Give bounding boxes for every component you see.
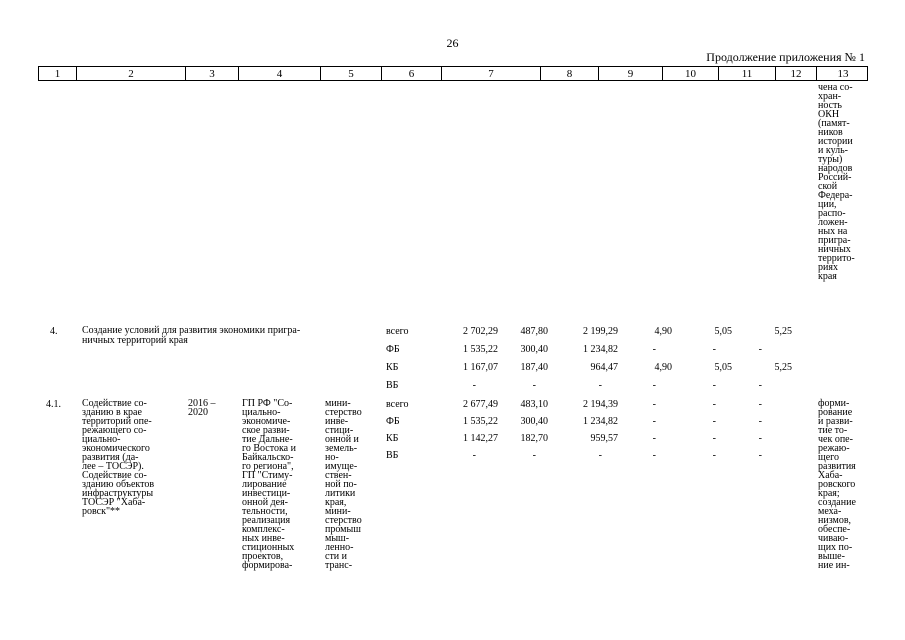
cell: 2 194,39 [583, 399, 618, 410]
row-4-col12 [754, 326, 792, 398]
row-4-1-programs: ГП РФ "Со- циально- экономиче- ское разви- тие Дальне- го Востока и Байкальско- го региона", ГП "Стиму- лирование инвестици- онной дея- тельности, реализация комплекс- ных инве- стиционных проектов, формирова- [242, 398, 296, 571]
cell: 5,05 [714, 362, 732, 373]
column-header-1: 1 [54, 68, 61, 80]
row-4-1-period: 2016 – 2020 [188, 398, 216, 418]
column-header-9: 9 [598, 67, 662, 81]
cell: - [472, 450, 476, 461]
cell: - [758, 399, 762, 410]
cell: - [758, 380, 762, 391]
row-4-source-labels [386, 326, 416, 398]
cell: 300,40 [520, 344, 548, 355]
source-label: ВБ [386, 450, 399, 461]
row-4-1-col12 [754, 399, 762, 467]
source-label: всего [386, 326, 409, 337]
cell: 1 234,82 [583, 344, 618, 355]
row-4-1-col7 [440, 399, 498, 467]
cell: 964,47 [590, 362, 618, 373]
cell: 1 234,82 [583, 416, 618, 427]
cell: 2 199,29 [583, 326, 618, 337]
cell: 4,90 [654, 362, 672, 373]
source-label: всего [386, 399, 409, 410]
cell: - [758, 450, 762, 461]
row-4-1-col10 [632, 399, 656, 467]
cell: - [712, 450, 716, 461]
cell: - [598, 450, 602, 461]
cell: 300,40 [520, 416, 548, 427]
row-4-col7 [440, 326, 498, 398]
cell: - [598, 380, 602, 391]
row-4-1-title: Содействие со- зданию в крае территорий опе- режающего со- циально- экономического развития (да- лее – ТОСЭР). Содействие со- зданию объектов инфраструктуры ТОСЭР "Хаба- ровск"** [82, 398, 155, 517]
cell: 487,80 [520, 326, 548, 337]
column-header-5: 5 [320, 67, 381, 81]
cell: - [712, 344, 716, 355]
cell: 4,90 [654, 326, 672, 337]
appendix-note: Продолжение приложения № 1 [706, 50, 865, 64]
cell: - [472, 380, 476, 391]
source-label: КБ [386, 433, 399, 444]
row-4-col10 [632, 326, 672, 398]
row-4-1-source-labels [386, 399, 416, 467]
row-4-1-number: 4.1. [46, 399, 61, 410]
row-4-col8 [510, 326, 548, 398]
column-header-6: 6 [381, 67, 441, 81]
cell: 5,25 [774, 362, 792, 373]
row-4-title: Создание условий для развития экономики пригра- ничных территорий края [82, 325, 301, 346]
column-header-8: 8 [540, 67, 598, 81]
cell: - [758, 433, 762, 444]
column-header-11: 11 [718, 67, 775, 81]
row-4-1-result: форми- рование и разви- тие то- чек опе- режаю- щего развития Хаба- ровского края; создание меха- низмов, обеспе- чиваю- щих по- выше- ние ин- [818, 398, 856, 571]
source-label: ФБ [386, 416, 400, 427]
source-label: КБ [386, 362, 399, 373]
column-header-13: 13 [816, 67, 869, 81]
continued-result-text: чена со- хран- ность ОКН (памят- ников истории и куль- туры) народов Россий- ской Федера- ции, распо- ложен- ных на пригра- ничных террито- риях края [818, 82, 855, 282]
column-header-12: 12 [775, 67, 816, 81]
cell: 1 142,27 [463, 433, 498, 444]
cell: 483,10 [520, 399, 548, 410]
column-header-7: 7 [441, 67, 540, 81]
column-header-3: 3 [185, 67, 238, 81]
cell: - [712, 433, 716, 444]
source-label: ФБ [386, 344, 400, 355]
row-4-number: 4. [50, 326, 58, 337]
source-label: ВБ [386, 380, 399, 391]
cell: 959,57 [590, 433, 618, 444]
cell: 5,25 [774, 326, 792, 337]
table-header-row [38, 66, 868, 81]
row-4-col11 [690, 326, 732, 398]
cell: 1 535,22 [463, 344, 498, 355]
cell: - [532, 450, 536, 461]
cell: - [712, 380, 716, 391]
cell: - [532, 380, 536, 391]
column-header-4: 4 [238, 67, 320, 81]
cell: 187,40 [520, 362, 548, 373]
column-header-2: 2 [76, 67, 185, 81]
cell: - [652, 416, 656, 427]
cell: - [712, 416, 716, 427]
cell: - [652, 380, 656, 391]
row-4-1-col8 [510, 399, 548, 467]
cell: 1 535,22 [463, 416, 498, 427]
cell: - [652, 399, 656, 410]
cell: 1 167,07 [463, 362, 498, 373]
cell: - [712, 399, 716, 410]
cell: - [652, 344, 656, 355]
column-header-10: 10 [662, 67, 718, 81]
cell: - [652, 433, 656, 444]
page-number: 26 [446, 36, 459, 50]
cell: 5,05 [714, 326, 732, 337]
cell: 182,70 [520, 433, 548, 444]
row-4-col9 [568, 326, 618, 398]
row-4-1-col9 [568, 399, 618, 467]
row-4-1-col11 [690, 399, 716, 467]
cell: - [652, 450, 656, 461]
row-4-1-executors: мини- стерство инве- стици- онной и земель- но- имуще- ствен- ной по- литики края, мини- стерство промыш мыш- ленно- сти и транс- [325, 398, 362, 571]
cell: - [758, 416, 762, 427]
cell: 2 677,49 [463, 399, 498, 410]
cell: 2 702,29 [463, 326, 498, 337]
cell: - [758, 344, 762, 355]
